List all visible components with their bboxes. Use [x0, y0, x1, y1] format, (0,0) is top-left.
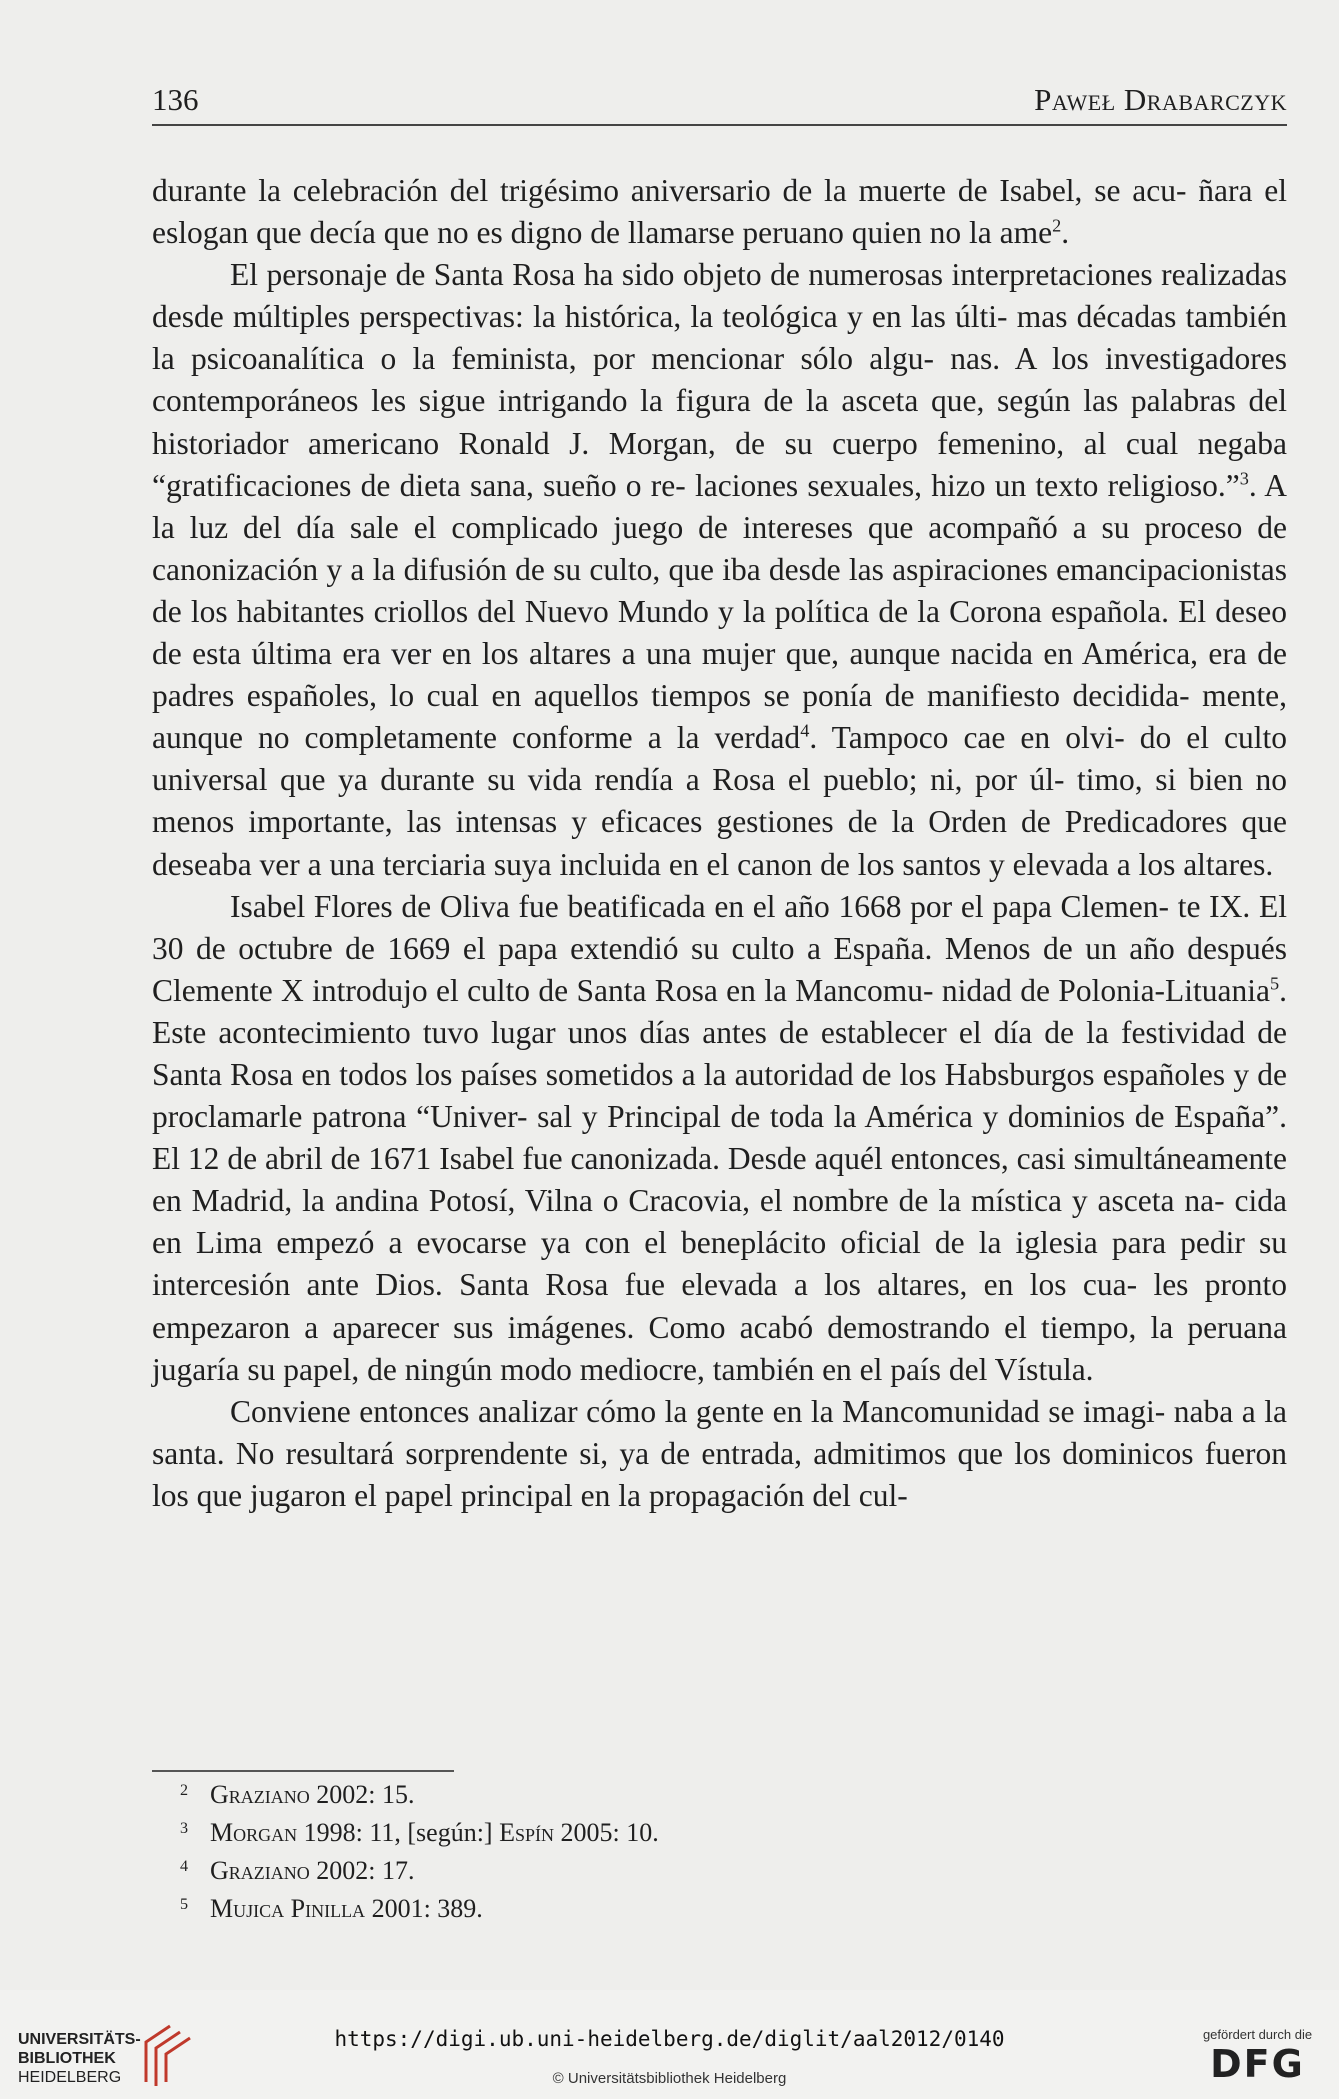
text-line: nas. A los investigadores contemporáneos les sigue intrigando la figura de la — [152, 341, 1287, 419]
footnote-text: 2001: 389. — [365, 1894, 483, 1923]
text-line: do el culto universal que ya durante su vida rendía a Rosa el pueblo; ni, por úl- — [152, 720, 1287, 798]
text-line: de Predicadores que deseaba ver a una terciaria suya incluida en el canon de los — [152, 804, 1288, 882]
text-line: santos y elevada a los altares. — [902, 846, 1274, 882]
text-line: cida en Lima empezó a evocarse ya con el beneplácito oficial de la iglesia para — [152, 1183, 1288, 1261]
footnote-number: 2 — [180, 1781, 189, 1799]
footnote-author: Graziano — [210, 1780, 310, 1809]
footnote-number: 4 — [180, 1857, 189, 1875]
footnote-rule — [152, 1770, 454, 1772]
text-line: nidad de Polonia-Lituania — [941, 972, 1270, 1008]
paragraph-1 — [152, 170, 1287, 254]
text-line: El personaje de Santa Rosa ha sido objeto de numerosas interpretaciones — [230, 257, 1153, 293]
footnotes — [180, 1778, 1080, 1930]
footnote — [180, 1854, 1080, 1892]
footnote-ref[interactable]: 2 — [1052, 215, 1062, 236]
text-line: un año después Clemente X introdujo el culto de Santa Rosa en la Mancomu- — [152, 930, 1287, 1008]
text-line: criollos del Nuevo Mundo y la política de la Corona española. El deseo de esta — [152, 593, 1288, 672]
footnote-author: Morgan — [210, 1818, 298, 1847]
footnote-number: 3 — [180, 1819, 189, 1837]
text-line: ñara el eslogan que decía que no es digno de llamarse peruano quien no la ame — [152, 173, 1288, 251]
footnote-author: Mujica Pinilla — [210, 1894, 366, 1923]
text-line: . A la luz del día sale el complicado — [152, 467, 1287, 545]
text-line: . — [1061, 215, 1070, 251]
footnote-text: 2005: 10. — [554, 1818, 659, 1847]
text-line: última era ver en los altares a una mujer que, aunque nacida en América, era de — [251, 636, 1287, 672]
paragraph-4 — [152, 1391, 1287, 1517]
source-url[interactable]: https://digi.ub.uni-heidelberg.de/diglit/aal2012/0140 — [334, 2027, 1005, 2051]
text-line: asceta que, según las palabras del historiador americano Ronald J. Morgan, de — [152, 383, 1288, 461]
text-line: Conviene entonces analizar cómo la gente en la Mancomunidad se imagi- — [230, 1393, 1166, 1429]
text-line: mente, aunque no completamente conforme a la verdad — [152, 678, 1288, 756]
footnote-text: 1998: 11, [según:] — [297, 1818, 500, 1847]
footnote-number: 5 — [180, 1895, 189, 1913]
text-line: timo, si bien no menos importante, las intensas y eficaces gestiones de la Orden — [152, 762, 1288, 840]
header-rule — [152, 124, 1287, 126]
footnote-text: 2002: 17. — [309, 1856, 415, 1885]
footnote-ref[interactable]: 5 — [1270, 973, 1280, 994]
text-line: laciones sexuales, hizo un texto religioso.” — [694, 467, 1240, 503]
text-line: Madrid, la andina Potosí, Vilna o Cracovia, el nombre de la mística y asceta na- — [191, 1183, 1225, 1219]
footnote-author: Graziano — [210, 1856, 310, 1885]
running-head — [152, 82, 1287, 118]
text-line: . Tampoco cae en olvi- — [809, 720, 1125, 756]
text-line: mas décadas también la psicoanalítica o la feminista, por mencionar sólo algu- — [152, 299, 1288, 377]
footnote — [180, 1892, 1080, 1930]
text-line: dominicos fueron los que jugaron el papel principal en la propagación del cul- — [152, 1435, 1287, 1513]
text-line: a la autoridad de los Habsburgos españoles y de proclamarle patrona “Univer- — [152, 1056, 1287, 1135]
copyright-notice: © Universitätsbibliothek Heidelberg — [552, 2070, 787, 2087]
text-line: durante la celebración del trigésimo aniversario de la muerte de Isabel, se acu- — [152, 173, 1187, 208]
footnote-ref[interactable]: 4 — [800, 720, 810, 741]
text-line: sal y Principal de toda la América y dominios de España”. El 12 de abril de — [152, 1099, 1287, 1177]
text-line: 1671 Isabel fue canonizada. Desde aquél entonces, casi simultáneamente en — [152, 1141, 1287, 1219]
text-line: les pronto empezaron a aparecer sus imágenes. Como acabó demostrando el — [152, 1267, 1288, 1345]
text-line: tiempo, la peruana jugaría su papel, de ningún modo mediocre, también en el — [152, 1309, 1288, 1387]
text-line: padres españoles, lo cual en aquellos tiempos se ponía de manifiesto decidida- — [152, 678, 1190, 714]
funder-logo[interactable] — [1190, 2027, 1325, 2095]
page-number: 136 — [152, 82, 199, 117]
text-line: su cuerpo femenino, al cual negaba “gratificaciones de dieta sana, sueño o re- — [152, 425, 1288, 503]
library-name: UNIVERSITÄTS- BIBLIOTHEK HEIDELBERG — [18, 2031, 141, 2086]
text-line: naba a la santa. No resultará sorprendente si, ya de entrada, admitimos que los — [152, 1393, 1287, 1471]
footnote-ref[interactable]: 3 — [1239, 468, 1249, 489]
text-line: Isabel Flores de Oliva fue beatificada en el año 1668 por el papa Clemen- — [230, 888, 1169, 924]
running-head-author: Paweł Drabarczyk — [1034, 82, 1287, 117]
funder-note: gefördert durch die — [1202, 2027, 1313, 2042]
footnote-author: Espín — [499, 1818, 554, 1847]
text-line: te IX. El 30 de octubre de 1669 el papa extendió su culto a España. Menos de — [152, 888, 1287, 966]
text-line: . Este acontecimiento tuvo lugar unos días antes de — [152, 972, 1288, 1050]
dfg-logo-text: DFG — [1210, 2042, 1305, 2086]
body-text — [152, 170, 1287, 1517]
footnote — [180, 1816, 1080, 1854]
paragraph-3 — [152, 886, 1287, 1391]
footnote — [180, 1778, 1080, 1816]
text-line: establecer el día de la festividad de Santa Rosa en todos los países sometidos — [152, 1014, 1287, 1092]
text-line: realizadas desde múltiples perspectivas: la histórica, la teológica y en las últi- — [152, 257, 1288, 335]
text-line: juego de intereses que acompañó a su proceso de canonización y a la difusión — [152, 509, 1288, 587]
text-line: pedir su intercesión ante Dios. Santa Rosa fue elevada a los altares, en los cua- — [152, 1225, 1288, 1303]
paragraph-2 — [152, 254, 1287, 885]
text-line: país del Vístula. — [890, 1351, 1094, 1387]
footnote-text: 2002: 15. — [309, 1780, 415, 1809]
text-line: de su culto, que iba desde las aspiraciones emancipacionistas de los habitantes — [152, 551, 1287, 629]
